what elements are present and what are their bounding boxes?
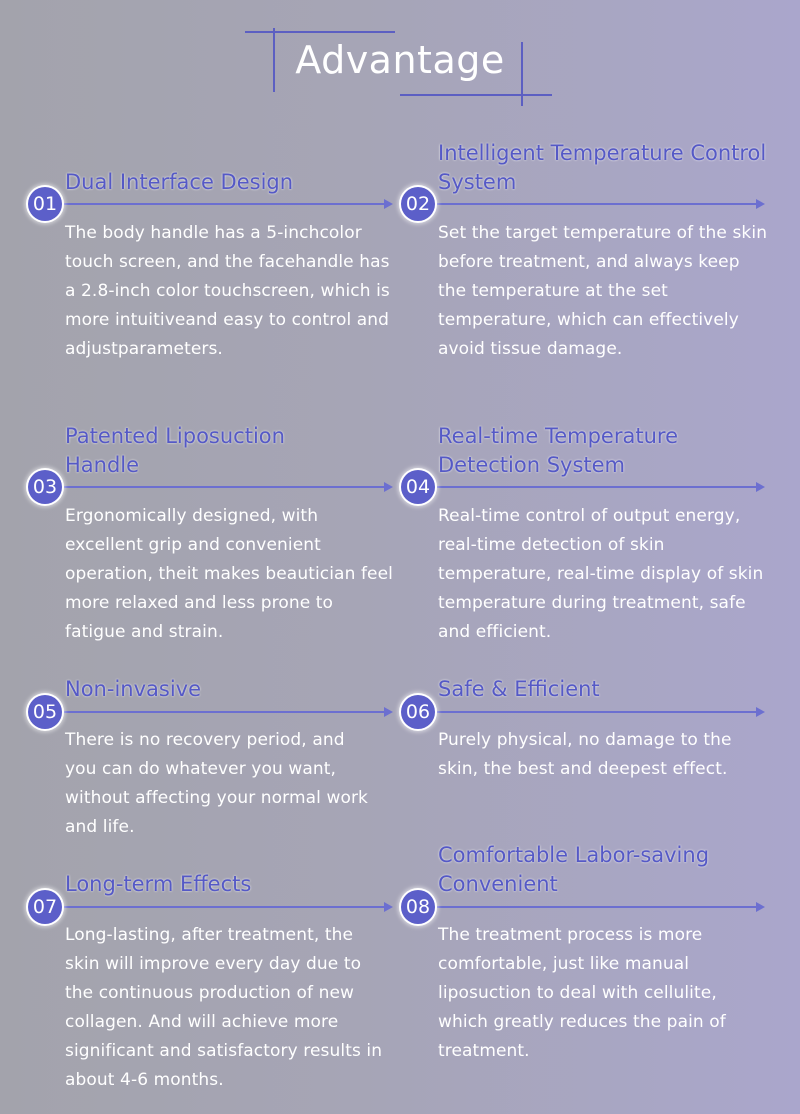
title-frame-bottom-line [400,94,552,96]
feature-title: Dual Interface Design [65,170,294,194]
feature-rule [412,486,756,488]
header [0,0,800,110]
feature-description: There is no recovery period, and you can do whatever you want, without affecting your normal work and life. [65,730,368,837]
title-frame-top-line [245,31,395,33]
feature-description: Ergonomically designed, with excellent grip and convenient operation, theit makes beautician feel more relaxed and less prone to fatigue and strain. [65,506,393,642]
page-title: Advantage [295,38,505,82]
feature-description: Long-lasting, after treatment, the skin will improve every day due to the continuous production of new collagen. And will achieve more significant and satisfactory results in about 4-6 months. [65,925,383,1090]
feature-number-badge: 08 [401,890,435,924]
feature-title: Safe & Efficient [438,677,600,701]
feature-title: Comfortable Labor-saving Convenient [438,843,710,896]
feature-rule [412,203,756,205]
arrow-right-icon [384,707,393,717]
feature-title: Long-term Effects [65,872,252,896]
feature-number-badge: 05 [28,695,62,729]
feature-description: The body handle has a 5-inchcolor touch screen, and the facehandle has a 2.8-inch color touchscreen, which is more intuitiveand easy to control and adjustparameters. [65,223,390,359]
feature-rule [412,711,756,713]
arrow-right-icon [384,902,393,912]
feature-number-badge: 04 [401,470,435,504]
feature-description: Real-time control of output energy, real-time detection of skin temperature, real-time display of skin temperature during treatment, safe and efficient. [438,506,764,642]
arrow-right-icon [384,199,393,209]
arrow-right-icon [756,902,765,912]
feature-number-badge: 07 [28,890,62,924]
feature-rule [40,203,384,205]
feature-number-badge: 06 [401,695,435,729]
feature-title: Patented Liposuction Handle [65,424,285,477]
arrow-right-icon [756,199,765,209]
feature-description: The treatment process is more comfortable, just like manual liposuction to deal with cellulite, which greatly reduces the pain of treatment. [438,925,726,1061]
feature-rule [40,486,384,488]
feature-title: Real-time Temperature Detection System [438,424,678,477]
feature-description: Purely physical, no damage to the skin, the best and deepest effect. [438,730,732,779]
feature-description: Set the target temperature of the skin before treatment, and always keep the temperature at the set temperature, which can effectively avoid tissue damage. [438,223,768,359]
feature-number-badge: 03 [28,470,62,504]
feature-number-badge: 01 [28,187,62,221]
arrow-right-icon [756,707,765,717]
feature-rule [412,906,756,908]
feature-title: Non-invasive [65,677,202,701]
arrow-right-icon [756,482,765,492]
feature-number-badge: 02 [401,187,435,221]
feature-rule [40,906,384,908]
arrow-right-icon [384,482,393,492]
feature-title: Intelligent Temperature Control System [438,141,767,194]
feature-rule [40,711,384,713]
